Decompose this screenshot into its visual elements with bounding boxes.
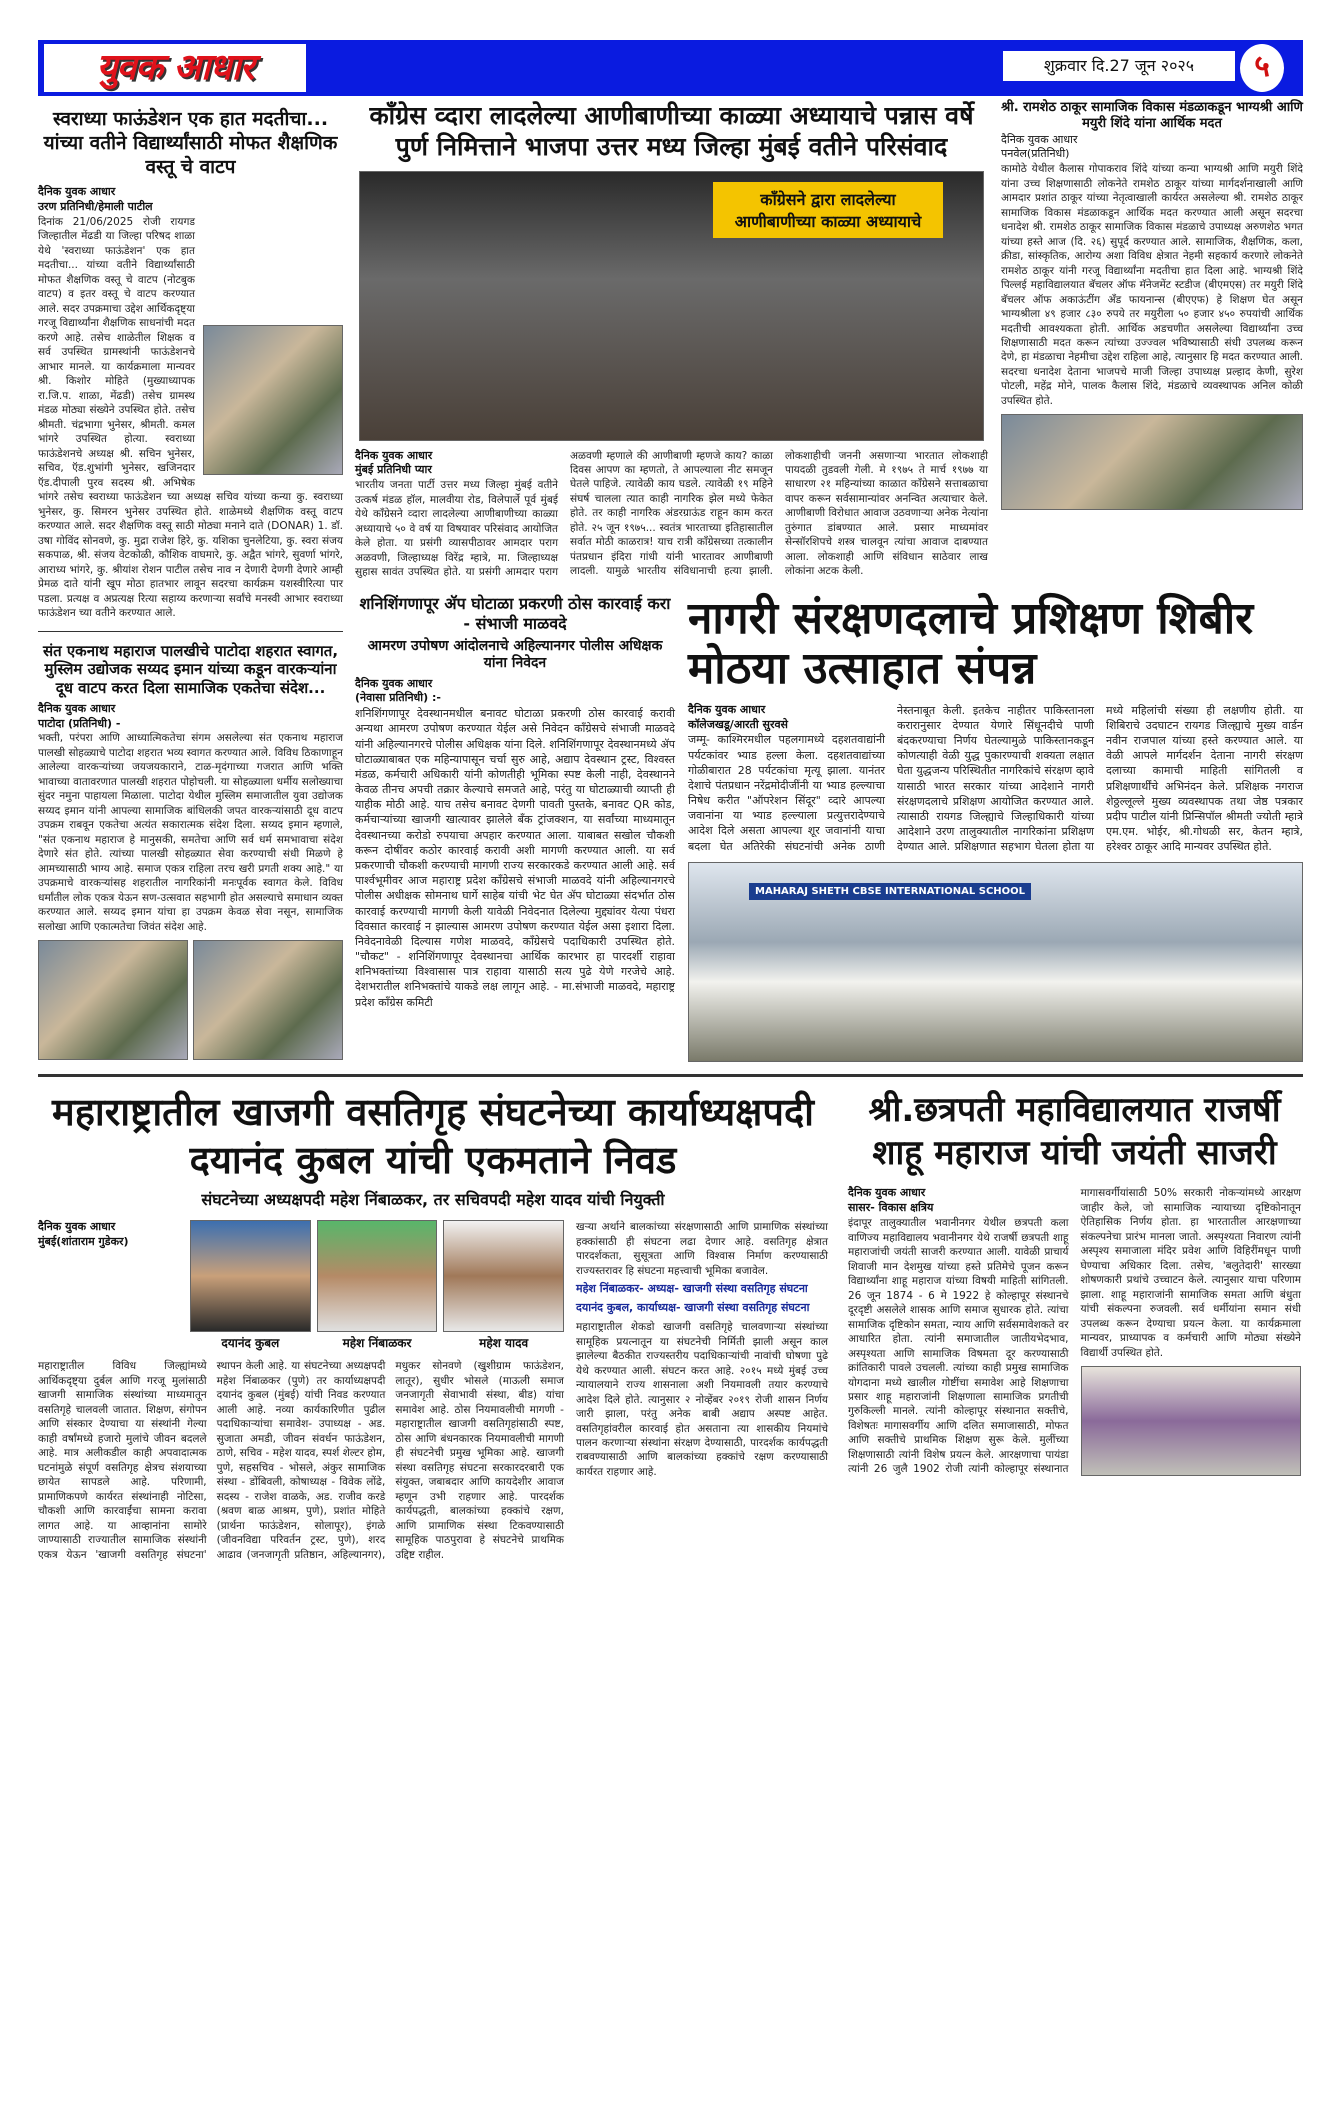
headline: संत एकनाथ महाराज पालखीचे पाटोदा शहरात स्वागत, मुस्लिम उद्योजक सय्यद इमान यांच्या कडून वारकऱ्यांना दूध वाटप करत दिला सामाजिक एकतेचा संदेश... xyxy=(42,641,339,697)
paper-name: दैनिक युवक आधार xyxy=(38,701,116,715)
second-row xyxy=(355,594,1303,1063)
photo-cheque-handover xyxy=(1001,414,1303,510)
article-body: इंदापूर तालुक्यातील भवानीनगर येथील छत्रपती कला वाणिज्य महाविद्यालय भवानीनगर येथे राजर्षी छत्रपती शाहू महाराजांची जयंती साजरी करण्यात आली. यावेळी प्राचार्य शिवाजी मान देशमुख यांच्या हस्ते प्रतिमेचे पूजन करून विद्यार्थ्यांना शाहू महाराज यांच्या विषयी माहिती सांगितली. 26 जून 1874 - 6 मे 1922 हे कोल्हापूर संस्थानचे दूरदृष्टी असलेले शासक आणि समाज सुधारक होते. त्यांचा सामाजिक दृष्टिकोन समता, न्याय आणि सर्वसमावेशकते वर आधारित होता. त्यांनी समाजातील जातीयभेदभाव, अस्पृश्यता आणि सामाजिक विषमता दूर करण्यासाठी क्रांतिकारी पावले उचलली. त्यांच्या काही प्रमुख सामाजिक योगदाना मध्ये खालील गोष्टींचा समावेश आहे शिक्षणाचा प्रसार शाहू महाराजांनी शिक्षणाला सामाजिक प्रगतीची गुरुकिल्ली मानले. त्यांनी कोल्हापूर संस्थानात सक्तीचे, विशेषतः मागासवर्गीय आणि दलित समाजासाठी, मोफत आणि सक्तीचे प्राथमिक शिक्षण सुरू केले. मुलींच्या शिक्षणासाठी त्यांनी विशेष प्रयत्न केले. आरक्षणाचा पायंडा त्यांनी 26 जुलै 1902 रोजी त्यांनी कोल्हापूर संस्थानात मागासवर्गीयांसाठी 50% सरकारी नोकऱ्यांमध्ये आरक्षण जाहीर केले, जो सामाजिक न्यायाच्या दृष्टिकोनातून ऐतिहासिक निर्णय होता. हा भारतातील आरक्षणाच्या संकल्पनेचा प्रारंभ मानला जातो. अस्पृश्यता निवारण त्यांनी अस्पृश्य समाजाला मंदिर प्रवेश आणि विहिरींमधून पाणी घेण्याचा अधिकार दिला. तसेच, 'बलुतेदारी' सारख्या शोषणकारी प्रथांचे उच्चाटन केले. त्यानुसार याचा परिणाम झाला. शाहू महाराजांनी सामाजिक समता आणि बंधुता यांची संकल्पना रुजवली. सर्व धर्मीयांना समान संधी उपलब्ध करून देण्याचा प्रयत्न केला. या कार्यक्रमाला मान्यवर, प्राध्यापक व कर्मचारी आणि मोठ्या संख्येने विद्यार्थी उपस्थित होते. xyxy=(848,1187,1301,1476)
headline: श्री. रामशेठ ठाकूर सामाजिक विकास मंडळाकडून भाग्यश्री आणि मयुरी शिंदे यांना आर्थिक मदत xyxy=(1001,100,1303,132)
paper-name: दैनिक युवक आधार xyxy=(1001,132,1078,146)
article-eknath-palkhi xyxy=(38,642,343,1061)
article-swaradhya xyxy=(38,108,343,621)
article-hostel-body xyxy=(38,1359,564,1562)
quote-attribution: महेश निंबाळकर- अध्यक्ष- खाजगी संस्था वसतिगृह संघटना xyxy=(576,1282,808,1296)
hostel-body-row xyxy=(38,1220,828,1562)
article-shanishingnapur xyxy=(355,594,675,1010)
article-shahu-jayanti xyxy=(848,1089,1301,1476)
photo-students xyxy=(203,325,343,475)
paper-name: दैनिक युवक आधार xyxy=(848,1186,926,1200)
byline: सासर- विकास क्षत्रिय xyxy=(848,1201,934,1215)
headline-shahu-jayanti: श्री.छत्रपती महाविद्यालयात राजर्षी शाहू महाराज यांची जयंती साजरी xyxy=(868,1090,1281,1173)
portraits-row xyxy=(190,1220,564,1351)
article-body: भारतीय जनता पार्टी उत्तर मध्य जिल्हा मुंबई वतीने उत्कर्ष मंडळ हॉल, मालवीया रोड, विलेपार्ले पूर्व मुंबई येथे काँग्रेसने व्दारा लादलेल्या आणीबाणीच्या काळ्या अध्यायाचे ५० वे वर्ष या विषयावर परिसंवाद आयोजित केले होता. या प्रसंगी व्यासपीठावर आमदार पराग अळवणी, जिल्हाध्यक्ष विरेंद्र म्हात्रे, मा. जिल्हाध्यक्ष सुहास सावंत उपस्थित होते. या प्रसंगी आमदार पराग अळवणी म्हणाले की आणीबाणी म्हणजे काय? काळा दिवस आपण का म्हणतो, ते आपल्याला नीट समजून घेतले पाहिजे. त्यावेळी काय घडले. त्यावेळी १९ महिने संघर्ष चालला त्यात काही नागरिक झेल मध्ये फेकेत होते. तर काही नागरिक अंडरग्राऊंड राहून काम करत होते. २५ जून १९७५... स्वतंत्र भारताच्या इतिहासातील सर्वात मोठी काळरात्र! याच रात्री काँग्रेसच्या तत्कालीन पंतप्रधान इंदिरा गांधी यांनी भारतावर आणीबाणी लादली. यामुळे भारतीय संविधानाची हत्या झाली. लोकशाहीची जननी असणाऱ्या भारतात लोकशाही पायदळी तुडवली गेली. मे १९७५ ते मार्च १९७७ या साधारण २१ महिन्यांच्या काळात काँग्रेसने सत्ताबळाचा वापर करून सर्वसामान्यांवर अनन्वित अत्याचार केले. आणीबाणी विरोधात आवाज उठवणाऱ्या अनेक नेत्यांना तुरुंगात डांबण्यात आले. प्रसार माध्यमांवर सेन्सॉरशिपचे शस्त्र चालवून त्यांचा आवाज दाबण्यात आला. लोकशाही आणि संविधान साठेवार लाख लोकांना अटक केली. xyxy=(355,449,988,579)
byline: पाटोदा (प्रतिनिधी) - xyxy=(38,716,121,730)
headline: शनिशिंगणापूर ॲप घोटाळा प्रकरणी ठोस कारवाई करा - संभाजी माळवदे xyxy=(359,593,671,633)
paper-name: दैनिक युवक आधार xyxy=(355,448,433,462)
bottom-section xyxy=(38,1089,1303,1562)
headline: स्वराध्या फाऊंडेशन एक हात मदतीचा... यांच्या वतीने विद्यार्थ्यांसाठी मोफत शैक्षणिक वस्तू चे वाटप xyxy=(43,108,338,178)
article-emergency-seminar xyxy=(355,100,988,580)
article-columns xyxy=(848,1186,1301,1476)
photo-milk-distribution-2 xyxy=(193,940,343,1060)
school-sign: MAHARAJ SHETH CBSE INTERNATIONAL SCHOOL xyxy=(749,883,1031,900)
portrait-dayanand xyxy=(190,1220,311,1351)
byline: (नेवासा प्रतिनिधी) :- xyxy=(355,691,441,705)
article-body: जम्मू- काश्मिरमधील पहलगामध्ये दहशतवाद्यांनी पर्यटकांवर भ्याड हल्ला केला. दहशतवाद्यांच्या गोळीबारात 28 पर्यटकांचा मृत्यू झाला. यानंतर देशाचे पंतप्रधान नरेंद्रमोदीजींनी या भ्याड हल्ल्याचा निषेध करीत "ऑपरेशन सिंदूर" व्दारे आपल्या जवानांना या भ्याड हल्ल्याला प्रत्युत्तरादेण्याचे आदेश दिले असता आपल्या शूर जवानांनी याचा बदला घेत अतिरेकी संघटनांची अनेक ठाणी नेस्तनाबूत केली. इतकेच नाहीतर पाकिस्तानला करारानुसार देण्यात येणारे सिंधूनदीचे पाणी बंदकरण्याचा निर्णय घेतल्यामुळे पाकिस्तानकडून कोणत्याही वेळी युद्ध पुकारण्याची शक्यता लक्षात घेता युद्धजन्य परिस्थितीत नागरिकांचे संरक्षण व्हावे यासाठी भारत सरकार यांच्या आदेशाने नागरी संरक्षणदलाचे प्रशिक्षण आयोजित करण्यात आले. त्यासाठी रायगड जिल्ह्याचे जिल्हाधिकारी यांच्या आदेशाने उरण तालुक्यातील नागरिकांना प्रशिक्षण देण्यात आले. प्रशिक्षणात सहभाग घेतला होता या मध्ये महिलांची संख्या ही लक्षणीय होती. या शिबिराचे उदघाटन रायगड जिल्ह्याचे मुख्य वार्डन नवीन राजपाल यांच्या हस्ते करण्यात आले. या वेळी आपले मार्गदर्शन देताना नागरी संरक्षण दलाच्या कामाची माहिती सांगितली व प्रशिक्षणार्थींचे अभिनंदन केले. प्रशिक्षक नगराज शेठ्ठल्लूल्ले मुख्य व्यवस्थापक तथा जेष्ठ पत्रकार प्रदीप पाटील यांनी प्रिन्सिपॉल श्रीमती ज्योती म्हात्रे एम.एम. भोईर, श्री.गोधळी सर, केतन म्हात्रे, हरेश्वर ठाकूर आदि मान्यवर उपस्थित होते. xyxy=(688,703,1303,854)
middle-right-area xyxy=(355,100,1303,1062)
byline: पनवेल(प्रतिनिधी) xyxy=(1001,147,1070,161)
issue-date: शुक्रवार दि.27 जून २०२५ xyxy=(1003,51,1235,81)
top-row xyxy=(355,100,1303,580)
article-body-columns xyxy=(355,449,988,580)
article-body: दिनांक 21/06/2025 रोजी रायगड जिल्हातील मेंढडी या जिल्हा परिषद शाळा येथे 'स्वराध्या फाऊंडेशन' एक हात मदतीचा... यांच्या वतीने विद्यार्थ्यांसाठी मोफत शैक्षणिक वस्तू चे वाटप (नोटबुक वाटप) व इतर वस्तू चे वाटप करण्यात आले. सदर उपक्रमाचा उद्देश आर्थिकदृष्ट्या गरजू विद्यार्थ्यांना शैक्षणिक साधनांची मदत करणे आहे. तसेच शाळेतील शिक्षक व सर्व उपस्थित ग्रामस्थांनी फाऊंडेशनचे आभार मानले. या कार्यक्रमाला मान्यवर श्री. किशोर मोहिते (मुख्याध्यापक रा.जि.प. शाळा, मेंढडी) तसेच ग्रामस्थ मंडळ मोठ्या संख्येने उपस्थित होते. तसेच श्रीमती. चंद्रभागा भुनेसर, श्रीमती. कमल भांगरे उपस्थित होत्या. स्वराध्या फाऊंडेशनचे अध्यक्ष श्री. सचिन भुनेसर, सचिव, ऍड.शुभांगी भुनेसर, खजिनदार ऍड.दीपाली पुरव सदस्य श्री. अभिषेक भांगरे तसेच स्वराध्या फाऊंडेशन च्या अध्यक्ष सचिव यांच्या कन्या कु. स्वराध्या भुनेसर, कु. सिमरन भुनेसर उपस्थित होते. शाळेमध्ये शैक्षणिक वस्तू वाटप करण्यात आले. सदर शैक्षणिक वस्तू साठी मोठ्या मनाने दाते (DONAR) 1. डॉ. उषा गोविंद सोनवणे, कु. मुद्रा राजेश हिरे, कु. यशिका चुनलेटिया, कु. स्वरा संजय सकपाळ, श्री. संजय वेटकोळी, कौशिक वाघमारे, कु. अद्वैत भांगरे, सुवर्णा भांगरे, आराध्य भांगरे, कु. श्रीयांश रोशन पाटील तसेच नाव न देणारी देणगी देणारे आम्ही प्रेमळ दाते यांनी खूप मोठा हातभार लावून सदरचा कार्यक्रम यशस्वीरित्या पार पडला. प्रत्यक्ष व अप्रत्यक्ष रित्या सहाय्य करणाऱ्या सर्वांचे मनस्वी आभार स्वराध्या फाऊंडेशन च्या वतीने करण्यात आले. xyxy=(38,215,343,620)
article-body: महाराष्ट्रातील विविध जिल्ह्यांमध्ये आर्थिकदृष्ट्या दुर्बल आणि गरजू मुलांसाठी खाजगी सामाजिक संस्थांच्या माध्यमातून वसतिगृहे चालवली जातात. शिक्षण, संगोपन आणि संस्कार देण्याचा या संस्थांनी गेल्या काही वर्षांमध्ये हजारो मुलांचे जीवन बदलले आहे. मात्र अलीकडील काही अपवादात्मक घटनांमुळे संपूर्ण वसतिगृह क्षेत्रच संशयाच्या छायेत सापडले आहे. परिणामी, प्रामाणिकपणे कार्यरत संस्थांनाही नोटिसा, चौकशी आणि कारवाईंचा सामना करावा लागत आहे. या आव्हानांना सामोरे जाण्यासाठी राज्यातील सामाजिक संस्थांनी एकत्र येऊन 'खाजगी वसतिगृह संघटना' स्थापन केली आहे. या संघटनेच्या अध्यक्षपदी महेश निंबाळकर (पुणे) तर कार्याध्यक्षपदी दयानंद कुबल (मुंबई) यांची निवड करण्यात आली आहे. नव्या कार्यकारिणीत पुढील पदाधिकाऱ्यांचा समावेश- उपाध्यक्ष - अड. सुजाता अमडी, जीवन संवर्धन फाऊंडेशन, ठाणे, सचिव - महेश यादव, स्पर्श शेल्टर होम, पुणे, सहसचिव - भोसले, अंकुर सामाजिक संस्था - डोंबिवली, कोषाध्यक्ष - विवेक लोंढे, सदस्य - राजेश वाळके, अड. राजीव करडे (श्रवण बाळ आश्रम, पुणे), प्रशांत मोहिते (प्रार्थना फाऊंडेशन, सोलापूर), इंगळे (जीवनविद्या परिवर्तन ट्रस्ट, पुणे), शरद आढाव (जनजागृती प्रतिष्ठान, अहिल्यानगर), मधुकर सोनवणे (खुशीग्राम फाऊंडेशन, लातूर), सुधीर भोसले (माऊली समाज जनजागृती सेवाभावी संस्था, बीड) यांचा समावेश आहे. ठोस नियमावलीची मागणी - महाराष्ट्रातील खाजगी वसतिगृहांसाठी स्पष्ट, ठोस आणि बंधनकारक नियमावलीची मागणी ही संघटनेची प्रमुख भूमिका आहे. खाजगी संस्था वसतिगृह संघटना सरकारदरबारी एक संयुक्त, जबाबदार आणि कायदेशीर आवाज म्हणून उभी राहणार आहे. पारदर्शक कार्यपद्धती, बालकांच्या हक्कांचे रक्षण, आणि प्रामाणिक संस्था टिकवण्यासाठी सामूहिक पाठपुरावा हे संघटनेचे प्राथमिक उद्दिष्ट राहील. xyxy=(38,1360,564,1561)
byline: मुंबई प्रतिनिधी प्यार xyxy=(355,463,432,477)
article-body-2: खऱ्या अर्थाने बालकांच्या संरक्षणासाठी आणि प्रामाणिक संस्थांच्या हक्कांसाठी ही संघटना लढा देणार आहे. वसतिगृह क्षेत्रात पारदर्शकता, सुसूत्रता आणि विश्वास निर्माण करण्यासाठी राज्यस्तरावर हि संघटना महत्त्वाची भूमिका बजावेल. xyxy=(576,1221,828,1277)
article-civil-defence xyxy=(688,594,1303,1063)
page-number: ५ xyxy=(1240,44,1284,92)
section-divider xyxy=(38,1074,1303,1077)
photo-milk-distribution-1 xyxy=(38,940,188,1060)
byline: उरण प्रतिनिधी/हेमाली पाटील xyxy=(38,200,153,214)
article-hostel-quotes xyxy=(576,1220,828,1479)
paper-name: दैनिक युवक आधार xyxy=(38,1220,116,1234)
quote-attribution: दयानंद कुबल, कार्याध्यक्ष- खाजगी संस्था वसतिगृह संघटना xyxy=(576,1301,810,1315)
portrait-mahesh-nimbalkar xyxy=(317,1220,438,1351)
paper-name: दैनिक युवक आधार xyxy=(355,676,433,690)
photo-jayanti-event xyxy=(1081,1366,1302,1476)
newspaper-logo: युवक आधार xyxy=(44,44,306,92)
photo-row xyxy=(38,940,343,1060)
hostel-main xyxy=(38,1220,564,1562)
headline-hostel-association: महाराष्ट्रातील खाजगी वसतिगृह संघटनेच्या कार्याध्यक्षपदी दयानंद कुबल यांची एकमताने निवड xyxy=(52,1090,814,1182)
portrait-mahesh-yadav xyxy=(443,1220,564,1351)
caption: महेश यादव xyxy=(479,1336,529,1351)
headline-civil-defence: नागरी संरक्षणदलाचे प्रशिक्षण शिबीर मोठया उत्साहात संपन्न xyxy=(688,592,1254,695)
photo-training-group xyxy=(688,862,1303,1062)
paper-name: दैनिक युवक आधार xyxy=(38,185,116,199)
article-columns xyxy=(688,703,1303,855)
article-body: भक्ती, परंपरा आणि आध्यात्मिकतेचा संगम असलेल्या संत एकनाथ महाराज पालखी सोहळ्याचे पाटोदा शहरात भव्य स्वागत करण्यात आले. विविध ठिकाणाहून आलेल्या वारकऱ्यांच्या जयजयकाराने, टाळ-मृदंगाच्या गजरात आणि भक्ति भावाच्या वातावरणात पालखी शहरात पोहोचली. या सोहळ्याला धर्मीय सलोख्याचा सुंदर नमुना पाहायला मिळाला. पाटोदा येथील मुस्लिम समाजातील युवा उद्योजक सय्यद इमान यांनी आपल्या सामाजिक बांधिलकी जपत वारकऱ्यांसाठी दूध वाटप उपक्रम राबवून एकतेचा अत्यंत सकारात्मक संदेश दिला. सय्यद इमान म्हणाले, "संत एकनाथ महाराज हे मानुसकी, समतेचा आणि सर्व धर्म समभावाचा संदेश देणारे संत होते. त्यांच्या पालखी सोहळ्यात सेवा करण्याची संधी मिळणे हे आमच्यासाठी भाग्य आहे. समाज एकत्र राहिला तरच खरी प्रगती शक्य आहे." या उपक्रमाचे वारकऱ्यांसह शहरातील नागरिकांनी मनःपूर्वक स्वागत केले. विविध धर्मांतील लोक एकत्र येऊन सण-उत्सवात सहभागी होत असल्याचे समाधान व्यक्त करण्यात आले. सय्यद इमान यांचा हा उपक्रम केवळ सेवा नसून, सामाजिक सलोखा आणि एकात्मतेचा जिवंत संदेश आहे. xyxy=(38,732,343,933)
byline: मुंबई(शांताराम गुडेकर) xyxy=(38,1235,129,1249)
intro-row xyxy=(38,1220,564,1351)
paper-name: दैनिक युवक आधार xyxy=(688,702,766,716)
divider xyxy=(38,631,343,632)
subheadline: आमरण उपोषण आंदोलनाचे अहिल्यानगर पोलीस अधिक्षक यांना निवेदन xyxy=(367,637,663,672)
upper-section xyxy=(38,100,1303,1062)
headline: काँग्रेस व्दारा लादलेल्या आणीबाणीच्या काळ्या अध्यायाचे पन्नास वर्षे पुर्ण निमित्ताने भाजपा उत्तर मध्य जिल्हा मुंबई वतीने परिसंवाद xyxy=(369,101,974,162)
caption: महेश निंबाळकर xyxy=(342,1336,412,1351)
article-body: कामोठे येथील कैलास गोपाकराव शिंदे यांच्या कन्या भाग्यश्री आणि मयुरी शिंदे यांना उच्च शिक्षणासाठी लोकनेते रामशेठ ठाकूर यांच्या मार्गदर्शनाखाली आणि आमदार प्रशांत ठाकूर यांच्या नेतृत्वाखाली कार्यरत असलेल्या श्री. रामशेठ ठाकूर सामाजिक विकास मंडळाकडून आर्थिक मदत करण्यात आली असून सदरचा धनादेश श्री. रामशेठ ठाकूर सामाजिक विकास मंडळाचे उपाध्यक्ष अरुणशेठ भगत यांच्या हस्ते आज (दि. २६) सुपूर्द करण्यात आले. सामाजिक, शैक्षणिक, कला, क्रीडा, सांस्कृतिक, आरोग्य अशा विविध क्षेत्रात नेहमी सहकार्य करणारे लोकनेते रामशेठ ठाकूर यांनी गरजू विद्यार्थ्यांना मदतीचा हात दिला आहे. भाग्यश्री शिंदे पिल्लई महाविद्यालयात बॅचलर ऑफ मॅनेजमेंट स्टडीज (बीएमएस) तर मयुरी शिंदे बॅचलर ऑफ अकाऊंटींग अँड फायनान्स (बीएएफ) हे शिक्षण घेत असून भाग्यश्रीला ४९ हजार ८३० रुपये तर मयुरीला ५० हजार ४५० रुपयांची आर्थिक मदतीची आवश्यकता होती. आर्थिक अडचणीत असलेल्या विद्यार्थ्यांना उच्च शिक्षणासाठी मदत करून त्यांच्या उज्ज्वल भविष्यासाठी संधी उपलब्ध करून देणे, हा मंडळाचा नेहमीचा उद्देश राहिला आहे, त्यानुसार हि मदत करण्यात आली. सदरचा धनादेश देताना भाजपचे माजी जिल्हा उपाध्यक्ष प्रल्हाद केणी, सुरेश पोटली, महेंद्र मोने, पालक कैलास शिंदे, मंडळाचे व्यवस्थापक अनिल कोळी उपस्थित होते. xyxy=(1001,163,1303,407)
seminar-banner: काँग्रेसने द्वारा लादलेल्या आणीबाणीच्या काळ्या अध्यायाचे xyxy=(713,182,943,238)
article-hostel-association xyxy=(38,1089,828,1562)
article-body: शनिशिंगणापूर देवस्थानमधील बनावट घोटाळा प्रकरणी ठोस कारवाई करावी अन्यथा आमरण उपोषण करण्यात येईल असे निवेदन काँग्रेसचे संभाजी माळवदे यांनी अहिल्यानगरचे पोलीस अधिक्षक यांना दिले. शनिशिंगणापूर देवस्थानमध्ये ॲप घोटाळ्याबाबत एक महिन्यापासून चर्चा सुरु आहे, अद्याप देवस्थान ट्रस्ट, विश्वस्त मंडळ, कर्मचारी अधिकारी यांनी कोणतीही भूमिका स्पष्ट केली नाही, देवस्थानने केवळ तीनच अपची तक्रार केल्याचे समजते आहे, परंतु या घोटाळ्याची व्याप्ती ही याहीक मोठी आहे. याच तसेच बनावट देणगी पावती पुस्तके, बनावट QR कोड, कर्मचाऱ्यांच्या खाजगी खात्यावर झालेले बँक ट्रांजक्शन, या सर्वांच्या माध्यमातून देवस्थानच्या करोडो रुपयाचा अपहार करण्यात आला. याबाबत सखोल चौकशी करून दोषींवर कठोर कारवाई करावी अशी मागणी करण्यात आली. या सर्व प्रकरणाची चौकशी करण्याची मागणी राज्य सरकारकडे करण्यात आली आहे. सर्व पार्श्वभूमीवर आज महाराष्ट्र प्रदेश काँग्रेसचे संभाजी माळवदे यांनी अहिल्यानगरचे पोलीस अधीक्षक सोमनाथ घार्गे साहेब यांची भेट घेत ॲप घोटाळ्या संदर्भात ठोस कारवाई करण्याची मागणी केली यावेळी निवेदनात दिलेल्या मुद्द्यांवर येत्या पंधरा दिवसात कारवाई न झाल्यास आमरण उपोषण करण्यात येईल असा इशारा दिला. निवेदनावेळी दिल्यास गणेश माळवदे, काँग्रेसचे पदाधिकारी उपस्थित होते. "चौकट" - शनिशिंगणापूर देवस्थानचा आर्थिक कारभार हा पारदर्शी राहावा शनिभक्तांच्या विश्वासास पात्र राहावा यासाठी सत्य पुढे येणे गरजेचे आहे. देशभरातील शनिभक्तांचे याकडे लक्ष लागून आहे. - मा.संभाजी माळवदे, महाराष्ट्र प्रदेश काँग्रेस कमिटी xyxy=(355,707,675,1009)
byline: कॉलेजखडू/आरती सुरवसे xyxy=(688,717,788,731)
left-column xyxy=(38,100,343,1060)
article-ramsheth-thakur xyxy=(1001,100,1303,510)
col-intro xyxy=(38,1220,178,1250)
caption: दयानंद कुबल xyxy=(221,1336,280,1351)
subheadline: संघटनेच्या अध्यक्षपदी महेश निंबाळकर, तर सचिवपदी महेश यादव यांची नियुक्ती xyxy=(201,1190,665,1210)
article-body-3: महाराष्ट्रातील शेकडो खाजगी वसतिगृहे चालवणाऱ्या संस्थांच्या सामूहिक प्रयत्नातून या संघटनेची निर्मिती झाली असून काल झालेल्या बैठकीत राज्यस्तरीय पदाधिकाऱ्यांची नावांची घोषणा पुढे येथे करण्यात आली. संघटन करत आहे. २०१५ मध्ये मुंबई उच्च न्यायालयाने राज्य शासनाला अशी नियमावली तयार करण्याचे आदेश दिले होते. त्यानुसार २ नोव्हेंबर २०१९ रोजी शासन निर्णय जारी झाला, परंतु अनेक बाबी अद्याप अस्पष्ट आहेत. वसतिगृहांवरील कारवाई होत असताना त्या शासकीय नियमांचे पालन करणाऱ्या संस्थांना संरक्षण देण्यासाठी, पारदर्शक कार्यपद्धती राबवण्यासाठी आणि बालकांच्या हक्कांचे रक्षण करण्यासाठी कार्यरत राहणार आहे. xyxy=(576,1321,828,1478)
photo-seminar-stage xyxy=(359,171,984,441)
